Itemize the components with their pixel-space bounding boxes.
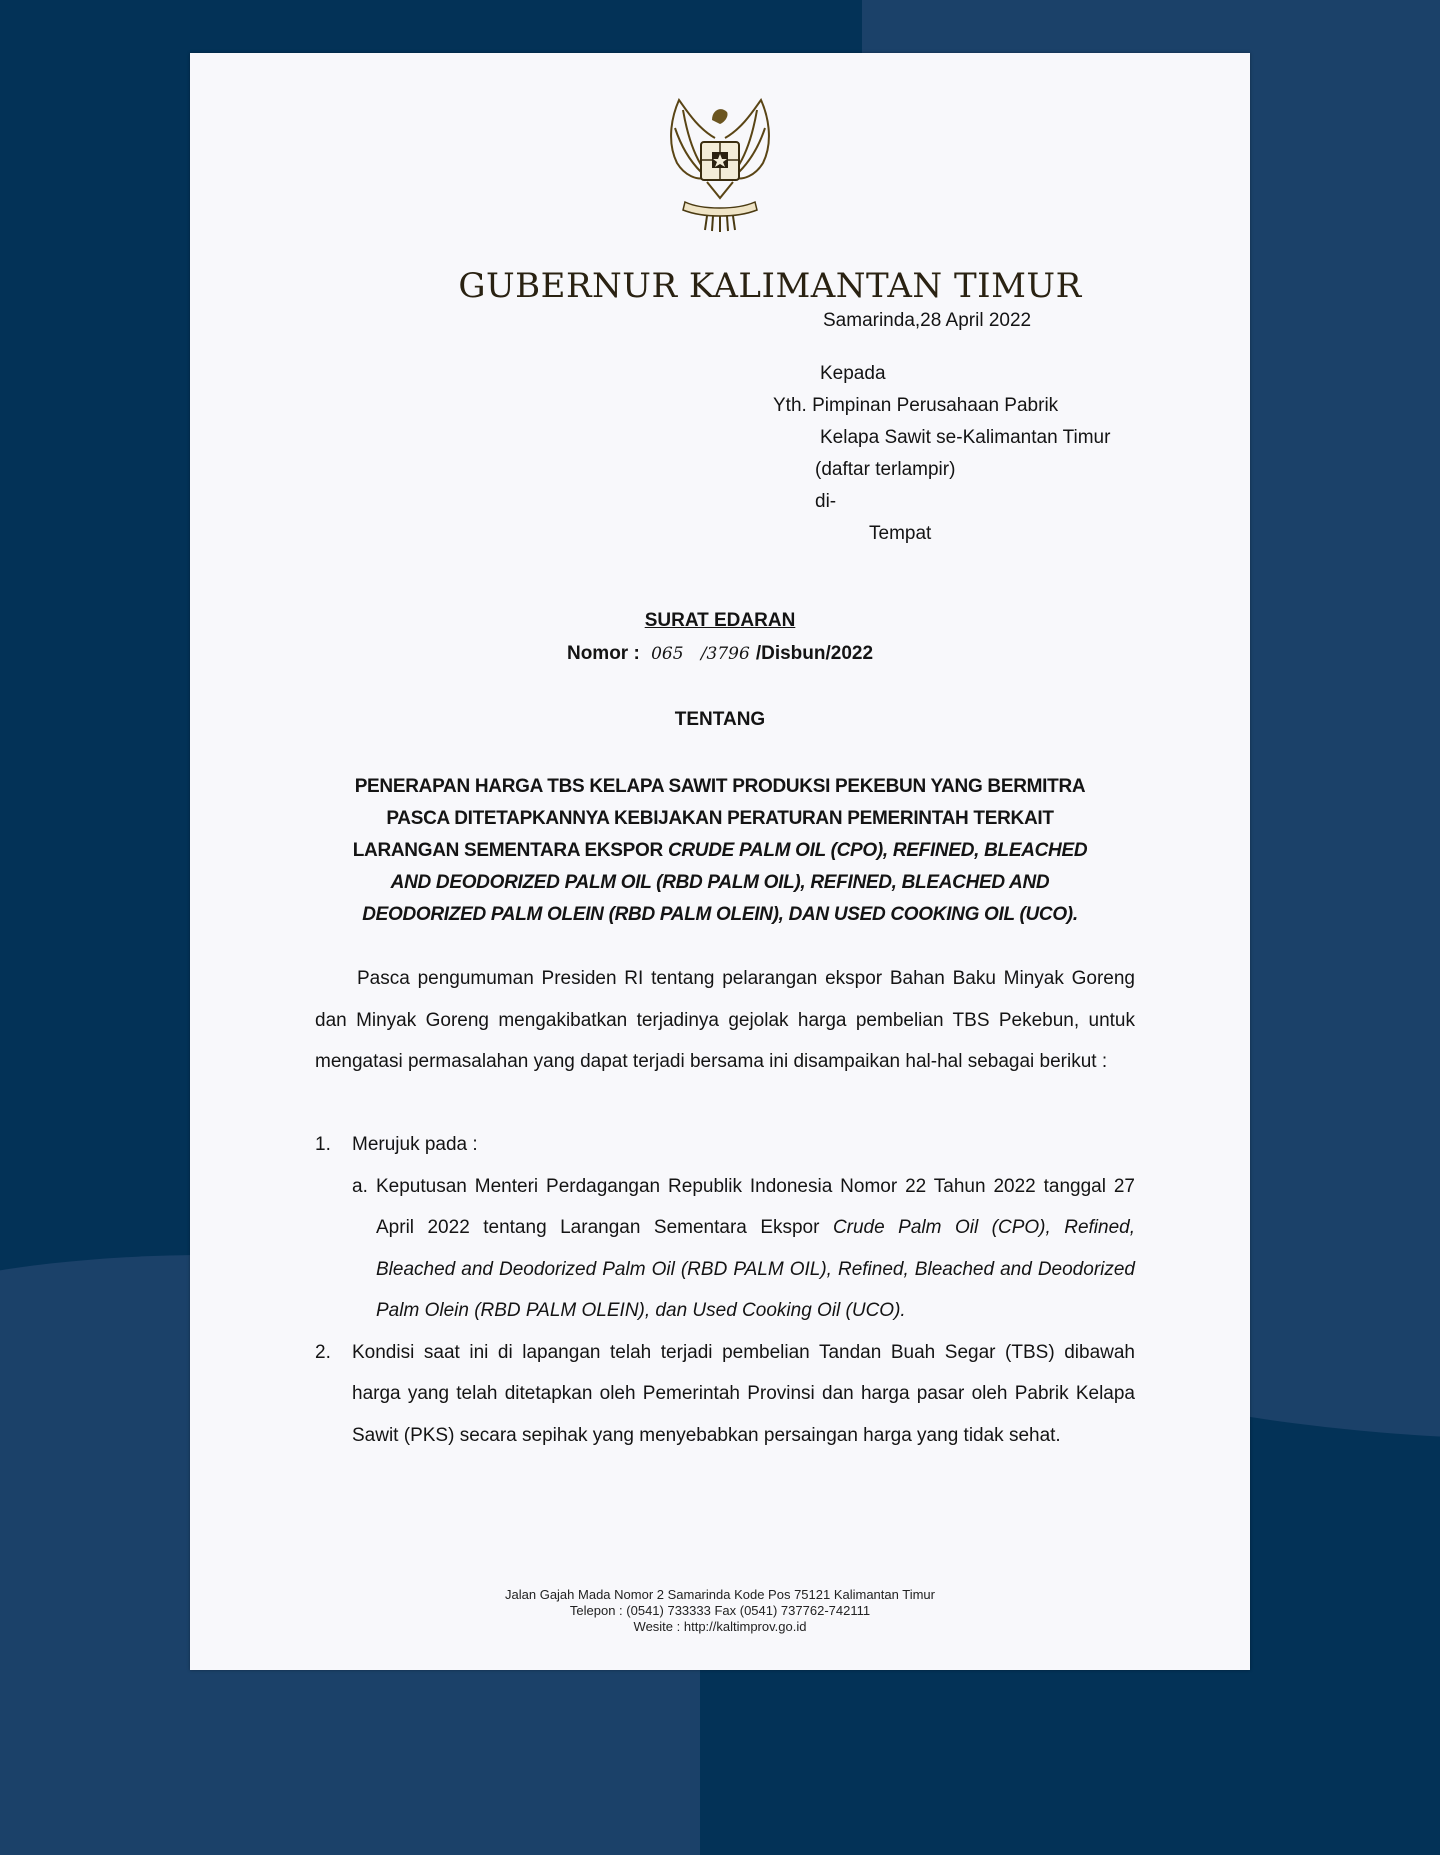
- subject-line-3: [300, 835, 1140, 867]
- item-list: [315, 1124, 1135, 1456]
- address-line-5: Tempat: [869, 523, 932, 544]
- subject-line-3-italic: CRUDE PALM OIL (CPO), REFINED, BLEACHED: [667, 840, 1088, 861]
- letter-footer: [190, 1587, 1250, 1635]
- sub-item-text: [376, 1166, 1135, 1332]
- subject-line-5: DEODORIZED PALM OLEIN (RBD PALM OLEIN), DAN USED COOKING OIL (UCO).: [362, 904, 1078, 925]
- sub-item-text-plain: Keputusan Menteri Perdagangan Republik Indonesia Nomor 22 Tahun 2022 tanggal 27 April 2022 tentang Larangan Sementara Ekspor: [376, 1175, 1135, 1238]
- sub-item-letter: a.: [352, 1175, 368, 1197]
- subject-line-3-plain: LARANGAN SEMENTARA EKSPOR: [352, 840, 668, 861]
- list-item-number: 1.: [315, 1134, 331, 1155]
- footer-phone: Telepon : (0541) 733333 Fax (0541) 737762-742111: [569, 1603, 871, 1618]
- address-line-3: (daftar terlampir): [815, 459, 956, 480]
- circular-number-suffix: /Disbun/2022: [755, 643, 874, 664]
- sub-item-text-italic: Crude Palm Oil (CPO), Refined, Bleached and Deodorized Palm Oil (RBD PALM OIL), Refined, Bleached and Deodorized Palm Olein (RBD PALM OLEIN), dan Used Cooking Oil (UCO).: [376, 1217, 1135, 1321]
- intro-text: Pasca pengumuman Presiden RI tentang pelarangan ekspor Bahan Baku Minyak Goreng dan Minyak Goreng mengakibatkan terjadinya gejolak harga pembelian TBS Pekebun, untuk mengatasi permasalahan yang dapat terjadi bersama ini disampaikan hal-hal sebagai berikut :: [315, 968, 1135, 1072]
- governor-title: GUBERNUR KALIMANTAN TIMUR: [458, 266, 1082, 306]
- address-kepada: Kepada: [820, 363, 886, 384]
- circular-number: [190, 643, 1250, 665]
- address-line-2: Kelapa Sawit se-Kalimantan Timur: [820, 427, 1111, 448]
- footer-address: Jalan Gajah Mada Nomor 2 Samarinda Kode Pos 75121 Kalimantan Timur: [505, 1587, 935, 1602]
- subject-line-1: PENERAPAN HARGA TBS KELAPA SAWIT PRODUKSI PEKEBUN YANG BERMITRA: [354, 776, 1086, 797]
- place-date: Samarinda,28 April 2022: [823, 310, 1032, 331]
- garuda-emblem-icon: [657, 98, 783, 233]
- address-line-1: Yth. Pimpinan Perusahaan Pabrik: [773, 395, 1059, 416]
- subject-line-2: PASCA DITETAPKANNYA KEBIJAKAN PERATURAN PEMERINTAH TERKAIT: [386, 808, 1054, 829]
- recipient-address: [773, 358, 1110, 550]
- list-item-2: [315, 1332, 1135, 1457]
- intro-paragraph: [315, 958, 1135, 1083]
- letter-page: [190, 53, 1250, 1670]
- list-item-1: [315, 1124, 1135, 1166]
- list-item-text: Merujuk pada :: [352, 1134, 478, 1155]
- address-line-4: di-: [815, 491, 837, 512]
- circular-title: SURAT EDARAN: [644, 610, 796, 631]
- circular-number-label: Nomor :: [566, 643, 640, 664]
- circular-number-handwritten-1: 065: [651, 644, 684, 664]
- list-item-text: Kondisi saat ini di lapangan telah terjadi pembelian Tandan Buah Segar (TBS) dibawah harga yang telah ditetapkan oleh Pemerintah Provinsi dan harga pasar oleh Pabrik Kelapa Sawit (PKS) secara sepihak yang menyebabkan persaingan harga yang tidak sehat.: [352, 1341, 1135, 1446]
- subject-line-4: AND DEODORIZED PALM OIL (RBD PALM OIL), REFINED, BLEACHED AND: [390, 872, 1050, 893]
- footer-website: Wesite : http://kaltimprov.go.id: [633, 1619, 807, 1634]
- list-item-number: 2.: [315, 1341, 331, 1363]
- tentang-heading: TENTANG: [674, 709, 766, 730]
- subject-heading: [300, 771, 1140, 931]
- sub-item-a: [315, 1166, 1135, 1332]
- circular-number-handwritten-2: /3796: [700, 644, 750, 664]
